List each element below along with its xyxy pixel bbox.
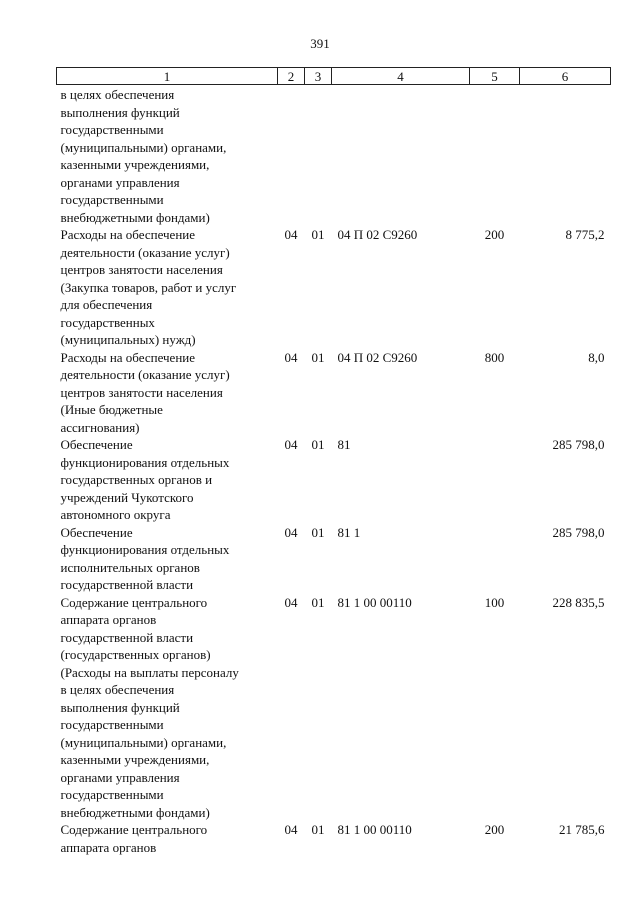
cell-name	[57, 524, 278, 594]
cell-target-article: 81 1 00 00110	[337, 822, 412, 837]
name-line: учреждений Чукотского	[60, 489, 194, 505]
column-header-name: 1	[57, 68, 278, 85]
name-line: Обеспечение	[60, 437, 133, 452]
name-line: Расходы на обеспечение	[60, 227, 196, 242]
cell-section: 04	[284, 822, 298, 837]
cell-expense-type: 800	[484, 349, 505, 365]
cell-subsection: 01	[311, 227, 325, 242]
name-line: аппарата органов	[60, 612, 157, 627]
cell-amount: 8 775,2	[565, 227, 605, 242]
cell-section: 04	[284, 437, 298, 452]
cell-subsection: 01	[311, 822, 325, 837]
cell-target-article: 81	[337, 437, 351, 452]
name-line: государственных	[60, 314, 155, 330]
cell-amount: 228 835,5	[552, 594, 605, 610]
name-line: деятельности (оказание услуг)	[60, 244, 230, 260]
cell-expense-type	[470, 85, 520, 227]
cell-amount	[520, 85, 611, 227]
name-line: деятельности (оказание услуг)	[60, 367, 230, 382]
name-line: ассигнования)	[60, 419, 140, 435]
column-header-section: 2	[278, 68, 305, 85]
name-line: государственных органов и	[60, 472, 213, 487]
name-line: (Иные бюджетные	[60, 402, 163, 417]
name-line: казенными учреждениями,	[60, 157, 210, 172]
cell-expense-type	[470, 436, 520, 524]
cell-target-article: 04 П 02 С9260	[337, 227, 418, 242]
name-line: органами управления	[60, 174, 180, 190]
name-line: функционирования отдельных	[60, 542, 230, 557]
table-row	[57, 226, 611, 349]
cell-subsection: 01	[311, 594, 325, 610]
name-line: казенными учреждениями,	[60, 752, 210, 767]
cell-name	[57, 85, 278, 227]
cell-subsection: 01	[311, 349, 325, 365]
name-line: в целях обеспечения	[60, 682, 175, 697]
table-body	[57, 85, 611, 857]
cell-section	[278, 85, 305, 227]
cell-section: 04	[284, 594, 298, 610]
name-line: государственными	[60, 717, 164, 732]
name-line: внебюджетными фондами)	[60, 209, 210, 225]
name-line: (муниципальных) нужд)	[60, 332, 196, 347]
name-line: органами управления	[60, 769, 180, 785]
name-line: (Закупка товаров, работ и услуг	[60, 279, 237, 295]
cell-section: 04	[284, 524, 298, 540]
name-line: выполнения функций	[60, 699, 180, 715]
cell-subsection: 01	[311, 437, 325, 452]
cell-name	[57, 821, 278, 856]
table-row	[57, 524, 611, 594]
column-header-target-article: 4	[332, 68, 470, 85]
table-row	[57, 821, 611, 856]
cell-amount: 285 798,0	[552, 524, 605, 540]
table-row	[57, 594, 611, 822]
name-line: функционирования отдельных	[60, 454, 230, 470]
name-line: исполнительных органов	[60, 559, 200, 575]
budget-table	[56, 67, 611, 856]
cell-section: 04	[284, 349, 298, 365]
name-line: аппарата органов	[60, 839, 157, 855]
name-line: государственной власти	[60, 577, 194, 592]
cell-expense-type: 200	[484, 822, 505, 837]
column-header-amount: 6	[520, 68, 611, 85]
name-line: Обеспечение	[60, 524, 133, 540]
name-line: центров занятости населения	[60, 262, 223, 277]
cell-expense-type: 100	[484, 594, 505, 610]
name-line: Содержание центрального	[60, 594, 208, 610]
name-line: Расходы на обеспечение	[60, 349, 196, 365]
column-header-expense-type: 5	[470, 68, 520, 85]
cell-name	[57, 436, 278, 524]
name-line: (Расходы на выплаты персоналу	[60, 664, 239, 680]
cell-target-article	[332, 85, 470, 227]
cell-amount: 8,0	[588, 349, 605, 365]
cell-expense-type	[470, 524, 520, 594]
name-line: (муниципальными) органами,	[60, 139, 227, 155]
cell-target-article: 04 П 02 С9260	[337, 349, 418, 365]
name-line: центров занятости населения	[60, 384, 223, 400]
name-line: (государственных органов)	[60, 647, 211, 662]
name-line: государственными	[60, 122, 164, 137]
table-row	[57, 349, 611, 437]
name-line: Содержание центрального	[60, 822, 208, 837]
name-line: в целях обеспечения	[60, 87, 175, 102]
cell-amount: 21 785,6	[559, 822, 605, 837]
cell-section: 04	[284, 227, 298, 242]
cell-name	[57, 226, 278, 349]
name-line: для обеспечения	[60, 297, 153, 312]
cell-name	[57, 349, 278, 437]
name-line: государственными	[60, 787, 164, 802]
name-line: внебюджетными фондами)	[60, 804, 210, 820]
cell-target-article: 81 1	[337, 524, 361, 540]
name-line: государственной власти	[60, 629, 194, 645]
cell-subsection	[305, 85, 332, 227]
page-number: 391	[310, 36, 330, 51]
name-line: (муниципальными) органами,	[60, 734, 227, 750]
table-row	[57, 85, 611, 227]
column-header-subsection: 3	[305, 68, 332, 85]
table-row	[57, 436, 611, 524]
cell-target-article: 81 1 00 00110	[337, 594, 412, 610]
cell-name	[57, 594, 278, 822]
cell-subsection: 01	[311, 524, 325, 540]
name-line: автономного округа	[60, 507, 171, 522]
cell-amount: 285 798,0	[552, 437, 605, 452]
name-line: выполнения функций	[60, 104, 180, 120]
table-header-row	[57, 68, 611, 85]
name-line: государственными	[60, 192, 164, 207]
cell-expense-type: 200	[484, 227, 505, 242]
